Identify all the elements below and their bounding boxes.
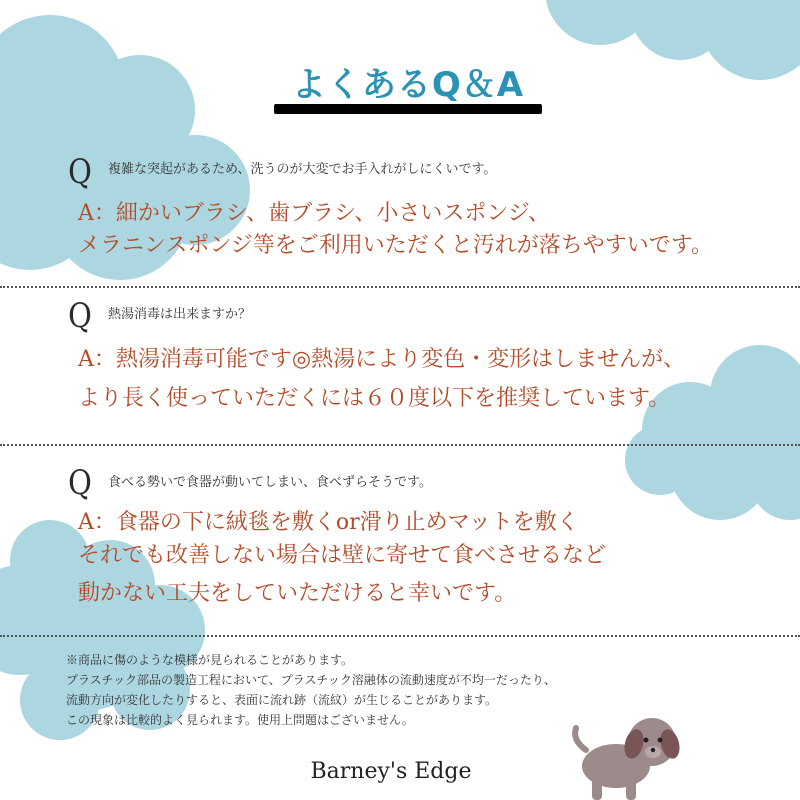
question-1: 複雑な突起があるため、洗うのが大変でお手入れがしにくいです。 xyxy=(108,162,497,177)
divider xyxy=(0,444,800,446)
title-text: よくあるQ＆A xyxy=(291,65,525,105)
divider xyxy=(0,635,800,637)
dog-illustration-icon xyxy=(568,710,680,800)
answer-1-line-1: A：細かいブラシ、歯ブラシ、小さいスポンジ、 xyxy=(78,201,551,226)
answer-3-line-1: A：食器の下に絨毯を敷くor滑り止めマットを敷く xyxy=(78,510,579,535)
answer-3-line-3: 動かない工夫をしていただけると幸いです。 xyxy=(78,581,517,606)
note-line-4: この現象は比較的よく見られます。使用上問題はございません。 xyxy=(66,713,414,727)
brand-name: Barney's Edge xyxy=(310,759,472,784)
answer-2-line-1: A：熱湯消毒可能です◎熱湯により変色・変形はしませんが、 xyxy=(78,347,686,372)
question-mark-icon: Q xyxy=(68,463,92,503)
question-3: 食べる勢いで食器が動いてしまい、食べずらそうです。 xyxy=(108,475,432,490)
note-line-3: 流動方向が変化したりすると、表面に流れ跡（流紋）が生じることがあります。 xyxy=(66,693,498,707)
answer-3-line-2: それでも改善しない場合は壁に寄せて食べさせるなど xyxy=(78,543,607,568)
page-title xyxy=(268,60,548,116)
question-mark-icon: Q xyxy=(68,152,92,192)
answer-1-line-2: メラニンスポンジ等をご利用いただくと汚れが落ちやすいです。 xyxy=(78,233,714,258)
note-line-2: プラスチック部品の製造工程において、プラスチック溶融体の流動速度が不均一だったり、 xyxy=(66,673,556,687)
answer-2-line-2: より長く使っていただくには６０度以下を推奨しています。 xyxy=(78,386,671,411)
note-line-1: ※商品に傷のような模様が見られることがあります。 xyxy=(66,653,354,667)
divider xyxy=(0,286,800,288)
question-mark-icon: Q xyxy=(68,296,92,336)
question-2: 熱湯消毒は出来ますか？ xyxy=(108,307,252,322)
